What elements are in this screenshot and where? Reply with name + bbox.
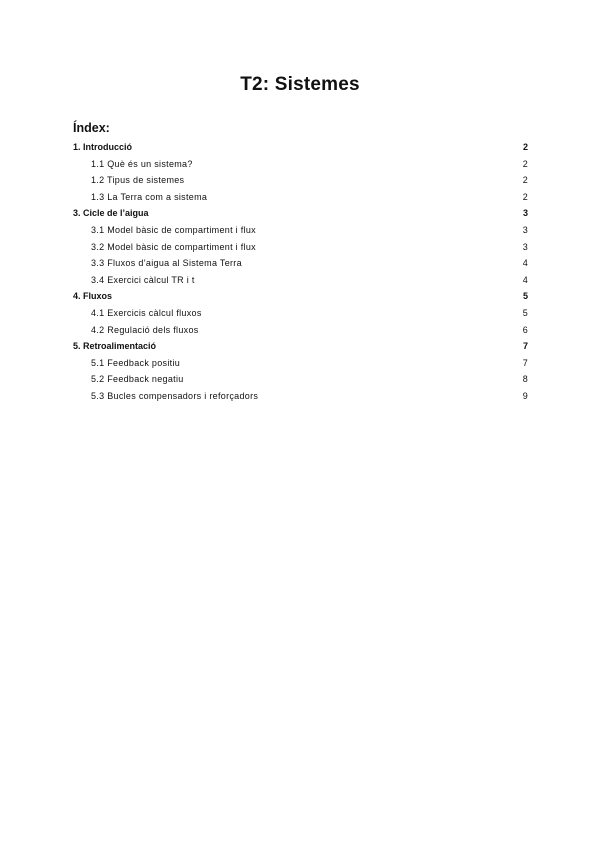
- toc-entry-label: 3. Cicle de l’aigua: [73, 208, 149, 219]
- toc-entry-label: 3.3 Fluxos d’aigua al Sistema Terra: [91, 258, 242, 269]
- toc-entry-page: 4: [522, 274, 528, 285]
- toc-entry[interactable]: [73, 255, 528, 272]
- toc-entry-page: 3: [522, 208, 528, 219]
- toc-entry-label: 5.3 Bucles compensadors i reforçadors: [91, 390, 259, 401]
- toc-entry-page: 4: [522, 258, 528, 269]
- index-heading: Índex:: [73, 121, 110, 135]
- toc-entry[interactable]: [73, 288, 528, 305]
- toc-entry-label: 4. Fluxos: [73, 291, 113, 302]
- toc-entry[interactable]: [73, 305, 528, 322]
- toc-entry-page: 7: [522, 357, 528, 368]
- toc-entry[interactable]: [73, 322, 528, 339]
- toc-entry-page: 9: [522, 390, 528, 401]
- document-title: T2: Sistemes: [240, 74, 360, 95]
- toc-entry-page: 6: [522, 324, 528, 335]
- toc-entry-label: 5.2 Feedback negatiu: [91, 374, 184, 385]
- toc-entry-label: 1.1 Què és un sistema?: [91, 158, 193, 169]
- toc-entry-page: 8: [522, 374, 528, 385]
- toc-entry-page: 3: [522, 241, 528, 252]
- toc-entry-label: 4.1 Exercicis càlcul fluxos: [91, 307, 202, 318]
- toc-entry[interactable]: [73, 172, 528, 189]
- toc-entry-label: 5.1 Feedback positiu: [91, 357, 181, 368]
- toc-entry[interactable]: [73, 156, 528, 173]
- toc-entry-label: 1. Introducció: [73, 142, 133, 152]
- toc-entry[interactable]: [73, 139, 528, 156]
- toc-entry-page: 2: [522, 191, 528, 202]
- toc-entry-label: 1.3 La Terra com a sistema: [91, 191, 208, 202]
- toc-entry-page: 3: [522, 224, 528, 235]
- toc-entry-page: 2: [522, 175, 528, 186]
- toc-entry[interactable]: [73, 355, 528, 372]
- toc-entry-page: 2: [522, 158, 528, 169]
- toc-entry[interactable]: [73, 388, 528, 405]
- toc-entry[interactable]: [73, 189, 528, 206]
- toc-entry-label: 3.2 Model bàsic de compartiment i flux: [91, 241, 256, 252]
- toc-entry-label: 5. Retroalimentació: [73, 341, 157, 352]
- toc-entry[interactable]: [73, 239, 528, 256]
- toc-entry-label: 3.4 Exercici càlcul TR i t: [91, 274, 195, 285]
- toc-entry[interactable]: [73, 205, 528, 222]
- toc-entry-page: 2: [522, 142, 528, 152]
- toc-entry-page: 7: [522, 341, 528, 352]
- toc-entry[interactable]: [73, 272, 528, 289]
- toc-entry-label: 1.2 Tipus de sistemes: [91, 175, 185, 186]
- toc-entry-page: 5: [522, 307, 528, 318]
- toc-entry-label: 4.2 Regulació dels fluxos: [91, 324, 199, 335]
- toc-entry-label: 3.1 Model bàsic de compartiment i flux: [91, 224, 256, 235]
- toc-entry[interactable]: [73, 338, 528, 355]
- toc-entry-page: 5: [522, 291, 528, 302]
- table-of-contents: [73, 139, 528, 405]
- toc-entry[interactable]: [73, 371, 528, 388]
- toc-entry[interactable]: [73, 222, 528, 239]
